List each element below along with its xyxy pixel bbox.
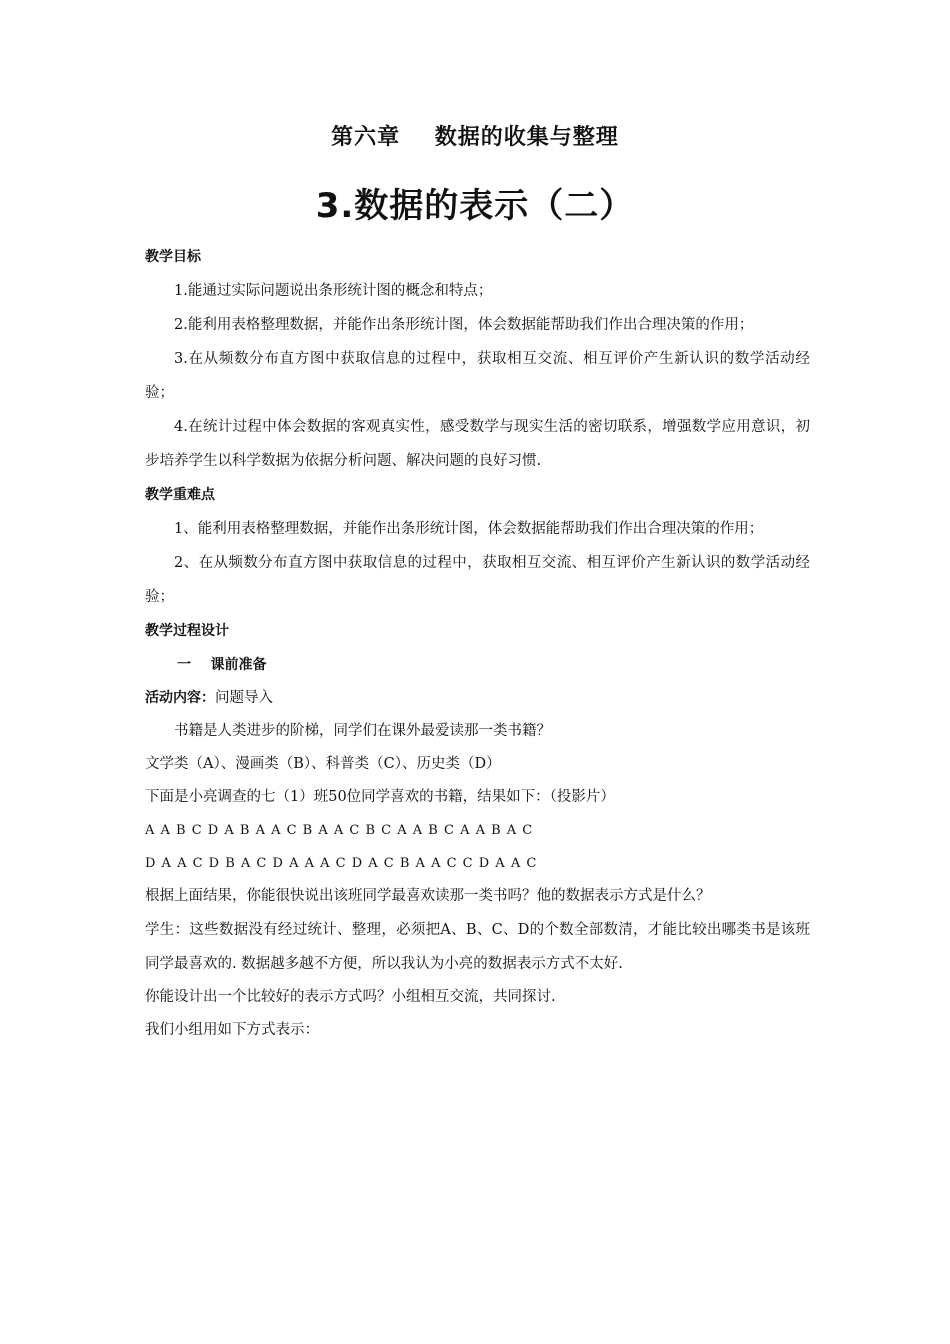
part-one-heading: 一 课前准备	[177, 657, 267, 673]
document-body	[145, 240, 810, 1047]
activity-text: 问题导入	[215, 690, 273, 706]
data-row-1: A A B C D A B A A C B A A C B C A A B C A A B A C	[145, 823, 534, 838]
goal-item-3: 3.在从频数分布直方图中获取信息的过程中，获取相互交流、相互评价产生新认识的数学活动经验；	[145, 351, 810, 401]
prompt-1: 根据上面结果，你能很快说出该班同学最喜欢读那一类书吗？他的数据表示方式是什么？	[145, 888, 711, 904]
survey-intro: 下面是小亮调查的七（1）班50位同学喜欢的书籍，结果如下：（投影片）	[145, 789, 615, 805]
question-text: 书籍是人类进步的阶梯，同学们在课外最爱读那一类书籍？	[174, 723, 551, 739]
goal-item-2: 2.能利用表格整理数据，并能作出条形统计图，体会数据能帮助我们作出合理决策的作用；	[174, 317, 754, 333]
data-row-2: D A A C D B A C D A A A C D A C B A A C C D A A C	[145, 856, 538, 871]
chapter-heading: 第六章 数据的收集与整理	[331, 125, 619, 150]
activity-label: 活动内容：	[145, 690, 215, 706]
categories-text: 文学类（A）、漫画类（B）、科普类（C）、历史类（D）	[145, 756, 501, 772]
goal-item-4: 4.在统计过程中体会数据的客观真实性，感受数学与现实生活的密切联系，增强数学应用意识，初步培养学生以科学数据为依据分析问题、解决问题的良好习惯.	[145, 419, 810, 469]
key-point-2: 2、在从频数分布直方图中获取信息的过程中，获取相互交流、相互评价产生新认识的数学活动经验；	[145, 555, 810, 605]
process-heading: 教学过程设计	[145, 623, 229, 639]
prompt-2: 你能设计出一个比较好的表示方式吗？小组相互交流，共同探讨.	[145, 989, 556, 1005]
key-point-1: 1、能利用表格整理数据，并能作出条形统计图，体会数据能帮助我们作出合理决策的作用；	[174, 521, 764, 537]
activity-line	[145, 682, 810, 715]
goal-item-1: 1.能通过实际问题说出条形统计图的概念和特点；	[174, 283, 493, 299]
key-points-heading: 教学重难点	[145, 487, 215, 503]
student-answer: 学生：这些数据没有经过统计、整理，必须把A、B、C、D的个数全部数清，才能比较出哪类书是该班同学最喜欢的. 数据越多越不方便，所以我认为小亮的数据表示方式不太好.	[145, 922, 810, 972]
goals-heading: 教学目标	[145, 249, 201, 265]
lesson-title: 3.数据的表示（二）	[315, 186, 635, 226]
group-method: 我们小组用如下方式表示：	[145, 1022, 319, 1038]
